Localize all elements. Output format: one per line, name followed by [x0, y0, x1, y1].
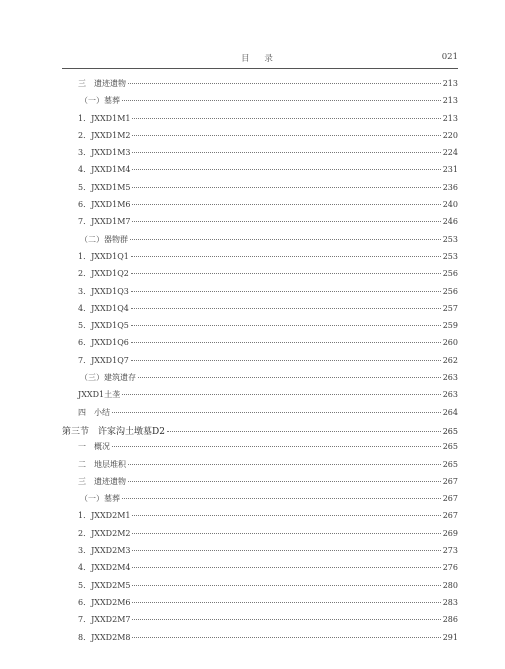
- toc-entry-page: 283: [442, 597, 458, 607]
- toc-entry-page: 267: [442, 476, 458, 486]
- toc-entry[interactable]: [62, 182, 458, 199]
- toc-entry-page: 231: [442, 165, 458, 175]
- toc-entry-page: 236: [442, 182, 458, 192]
- toc-entry[interactable]: [62, 562, 458, 579]
- toc-entry[interactable]: [62, 407, 458, 424]
- toc-entry-page: 213: [442, 96, 458, 106]
- toc-entry[interactable]: [62, 510, 458, 527]
- toc-entry-label: 第三节 许家沟土墩墓D2: [62, 426, 165, 437]
- toc-entry-label: 6．JXXD2M6: [78, 597, 131, 607]
- toc-entry-label: 7．JXXD1Q7: [78, 355, 129, 365]
- dot-leader: [112, 446, 441, 447]
- dot-leader: [167, 431, 441, 432]
- toc-entry-label: 4．JXXD2M4: [78, 563, 131, 573]
- dot-leader: [122, 498, 441, 499]
- toc-entry-page: 286: [442, 615, 458, 625]
- dot-leader: [132, 619, 440, 620]
- toc-entry-label: 三 遗迹遗物: [78, 79, 126, 88]
- toc-entry[interactable]: [62, 199, 458, 216]
- toc-entry[interactable]: [62, 164, 458, 181]
- toc-entry[interactable]: [62, 459, 458, 476]
- toc-entry[interactable]: [62, 147, 458, 164]
- toc-entry[interactable]: [62, 268, 458, 285]
- toc-entry[interactable]: [62, 424, 458, 441]
- dot-leader: [132, 135, 440, 136]
- dot-leader: [132, 550, 440, 551]
- toc-entry[interactable]: [62, 545, 458, 562]
- toc-entry-label: （三）建筑遗存: [80, 373, 136, 383]
- toc-entry[interactable]: [62, 320, 458, 337]
- dot-leader: [122, 100, 441, 101]
- toc-entry-page: 265: [442, 426, 458, 436]
- toc-entry[interactable]: [62, 113, 458, 130]
- toc-entry[interactable]: [62, 476, 458, 493]
- toc-entry-page: 267: [442, 511, 458, 521]
- toc-entry-page: 273: [442, 546, 458, 556]
- toc-entry[interactable]: [62, 441, 458, 458]
- toc-entry-label: 2．JXXD1M2: [78, 130, 131, 140]
- toc-entry[interactable]: [62, 337, 458, 354]
- toc-entry-page: 264: [442, 407, 458, 417]
- toc-entry-label: 1．JXXD1Q1: [78, 251, 129, 261]
- toc-entry-label: 7．JXXD1M7: [78, 217, 131, 227]
- toc-entry[interactable]: [62, 597, 458, 614]
- toc-entry-label: 4．JXXD1Q4: [78, 303, 129, 313]
- toc-entry-page: 224: [442, 148, 458, 158]
- toc-entry-label: 一 概况: [78, 442, 110, 452]
- toc-entry[interactable]: [62, 493, 458, 510]
- dot-leader: [132, 515, 440, 516]
- toc-entry-page: 265: [442, 442, 458, 452]
- toc-entry[interactable]: [62, 234, 458, 251]
- toc-entry-page: 260: [442, 338, 458, 348]
- toc-entry-page: 259: [442, 321, 458, 331]
- page-number: 021: [441, 52, 458, 62]
- toc-entry[interactable]: [62, 78, 458, 95]
- toc-entry-page: 253: [442, 251, 458, 261]
- dot-leader: [132, 602, 440, 603]
- toc-entry-page: 291: [442, 632, 458, 642]
- dot-leader: [122, 394, 441, 395]
- toc-entry[interactable]: [62, 580, 458, 597]
- toc-entry[interactable]: [62, 355, 458, 372]
- dot-leader: [131, 325, 441, 326]
- toc-entry-page: 276: [442, 563, 458, 573]
- toc-entry-page: 220: [442, 130, 458, 140]
- toc-entry-page: 262: [442, 355, 458, 365]
- dot-leader: [131, 273, 441, 274]
- dot-leader: [128, 464, 441, 465]
- toc-entry-page: 213: [442, 79, 458, 88]
- dot-leader: [112, 412, 441, 413]
- dot-leader: [132, 533, 440, 534]
- toc-entry-page: 263: [442, 390, 458, 400]
- toc-entry[interactable]: [62, 95, 458, 112]
- toc-entry-label: 2．JXXD2M2: [78, 528, 131, 538]
- toc-entry-page: 265: [442, 459, 458, 469]
- dot-leader: [131, 308, 441, 309]
- toc-entry-label: （二）器物群: [80, 234, 128, 244]
- toc-entry-page: 253: [442, 234, 458, 244]
- toc-entry-page: 263: [442, 373, 458, 383]
- dot-leader: [131, 256, 441, 257]
- toc-entry[interactable]: [62, 389, 458, 406]
- toc-entry-label: 3．JXXD1M3: [78, 148, 131, 158]
- toc-entry-label: 6．JXXD1Q6: [78, 338, 129, 348]
- toc-entry-label: 7．JXXD2M7: [78, 615, 131, 625]
- toc-entry-label: 5．JXXD2M5: [78, 580, 131, 590]
- toc-entry-page: 256: [442, 269, 458, 279]
- toc-entry-label: JXXD1土垄: [78, 390, 121, 400]
- dot-leader: [128, 83, 441, 84]
- dot-leader: [131, 342, 441, 343]
- page-header: [62, 52, 458, 69]
- toc-entry-label: 4．JXXD1M4: [78, 165, 131, 175]
- dot-leader: [132, 187, 440, 188]
- toc-entry[interactable]: [62, 632, 458, 649]
- toc-entry[interactable]: [62, 614, 458, 631]
- toc-entry[interactable]: [62, 303, 458, 320]
- toc-entry[interactable]: [62, 130, 458, 147]
- toc-entry-label: 3．JXXD1Q3: [78, 286, 129, 296]
- dot-leader: [132, 169, 440, 170]
- toc-entry-label: 8．JXXD2M8: [78, 632, 131, 642]
- dot-leader: [128, 481, 441, 482]
- dot-leader: [131, 291, 441, 292]
- toc-entry-label: 二 地层堆积: [78, 459, 126, 469]
- dot-leader: [130, 239, 441, 240]
- toc-entry[interactable]: [62, 216, 458, 233]
- toc-entry-page: 269: [442, 528, 458, 538]
- toc-entry-label: （一）墓葬: [80, 96, 120, 106]
- toc-entry-page: 280: [442, 580, 458, 590]
- toc-entry-page: 256: [442, 286, 458, 296]
- dot-leader: [131, 360, 441, 361]
- table-of-contents: [62, 78, 458, 649]
- running-title: 目 录: [241, 54, 279, 64]
- toc-entry-label: 四 小结: [78, 407, 110, 417]
- toc-entry-label: 1．JXXD1M1: [78, 113, 131, 123]
- dot-leader: [132, 567, 440, 568]
- toc-entry-label: 6．JXXD1M6: [78, 200, 131, 210]
- dot-leader: [132, 204, 440, 205]
- dot-leader: [132, 637, 440, 638]
- dot-leader: [132, 585, 440, 586]
- toc-entry[interactable]: [62, 286, 458, 303]
- dot-leader: [138, 377, 441, 378]
- toc-entry-label: 3．JXXD2M3: [78, 546, 131, 556]
- toc-entry-label: 5．JXXD1M5: [78, 182, 131, 192]
- toc-entry-page: 257: [442, 303, 458, 313]
- toc-entry-label: 5．JXXD1Q5: [78, 321, 129, 331]
- dot-leader: [132, 221, 440, 222]
- toc-entry-page: 213: [442, 113, 458, 123]
- toc-entry-page: 240: [442, 200, 458, 210]
- toc-entry-page: 246: [442, 217, 458, 227]
- dot-leader: [132, 118, 440, 119]
- toc-entry-page: 267: [442, 494, 458, 504]
- toc-entry-label: 三 遗迹遗物: [78, 476, 126, 486]
- toc-entry-label: 2．JXXD1Q2: [78, 269, 129, 279]
- toc-entry-label: 1．JXXD2M1: [78, 511, 131, 521]
- toc-entry[interactable]: [62, 251, 458, 268]
- dot-leader: [132, 152, 440, 153]
- toc-entry[interactable]: [62, 528, 458, 545]
- toc-entry-label: （一）墓葬: [80, 494, 120, 504]
- toc-entry[interactable]: [62, 372, 458, 389]
